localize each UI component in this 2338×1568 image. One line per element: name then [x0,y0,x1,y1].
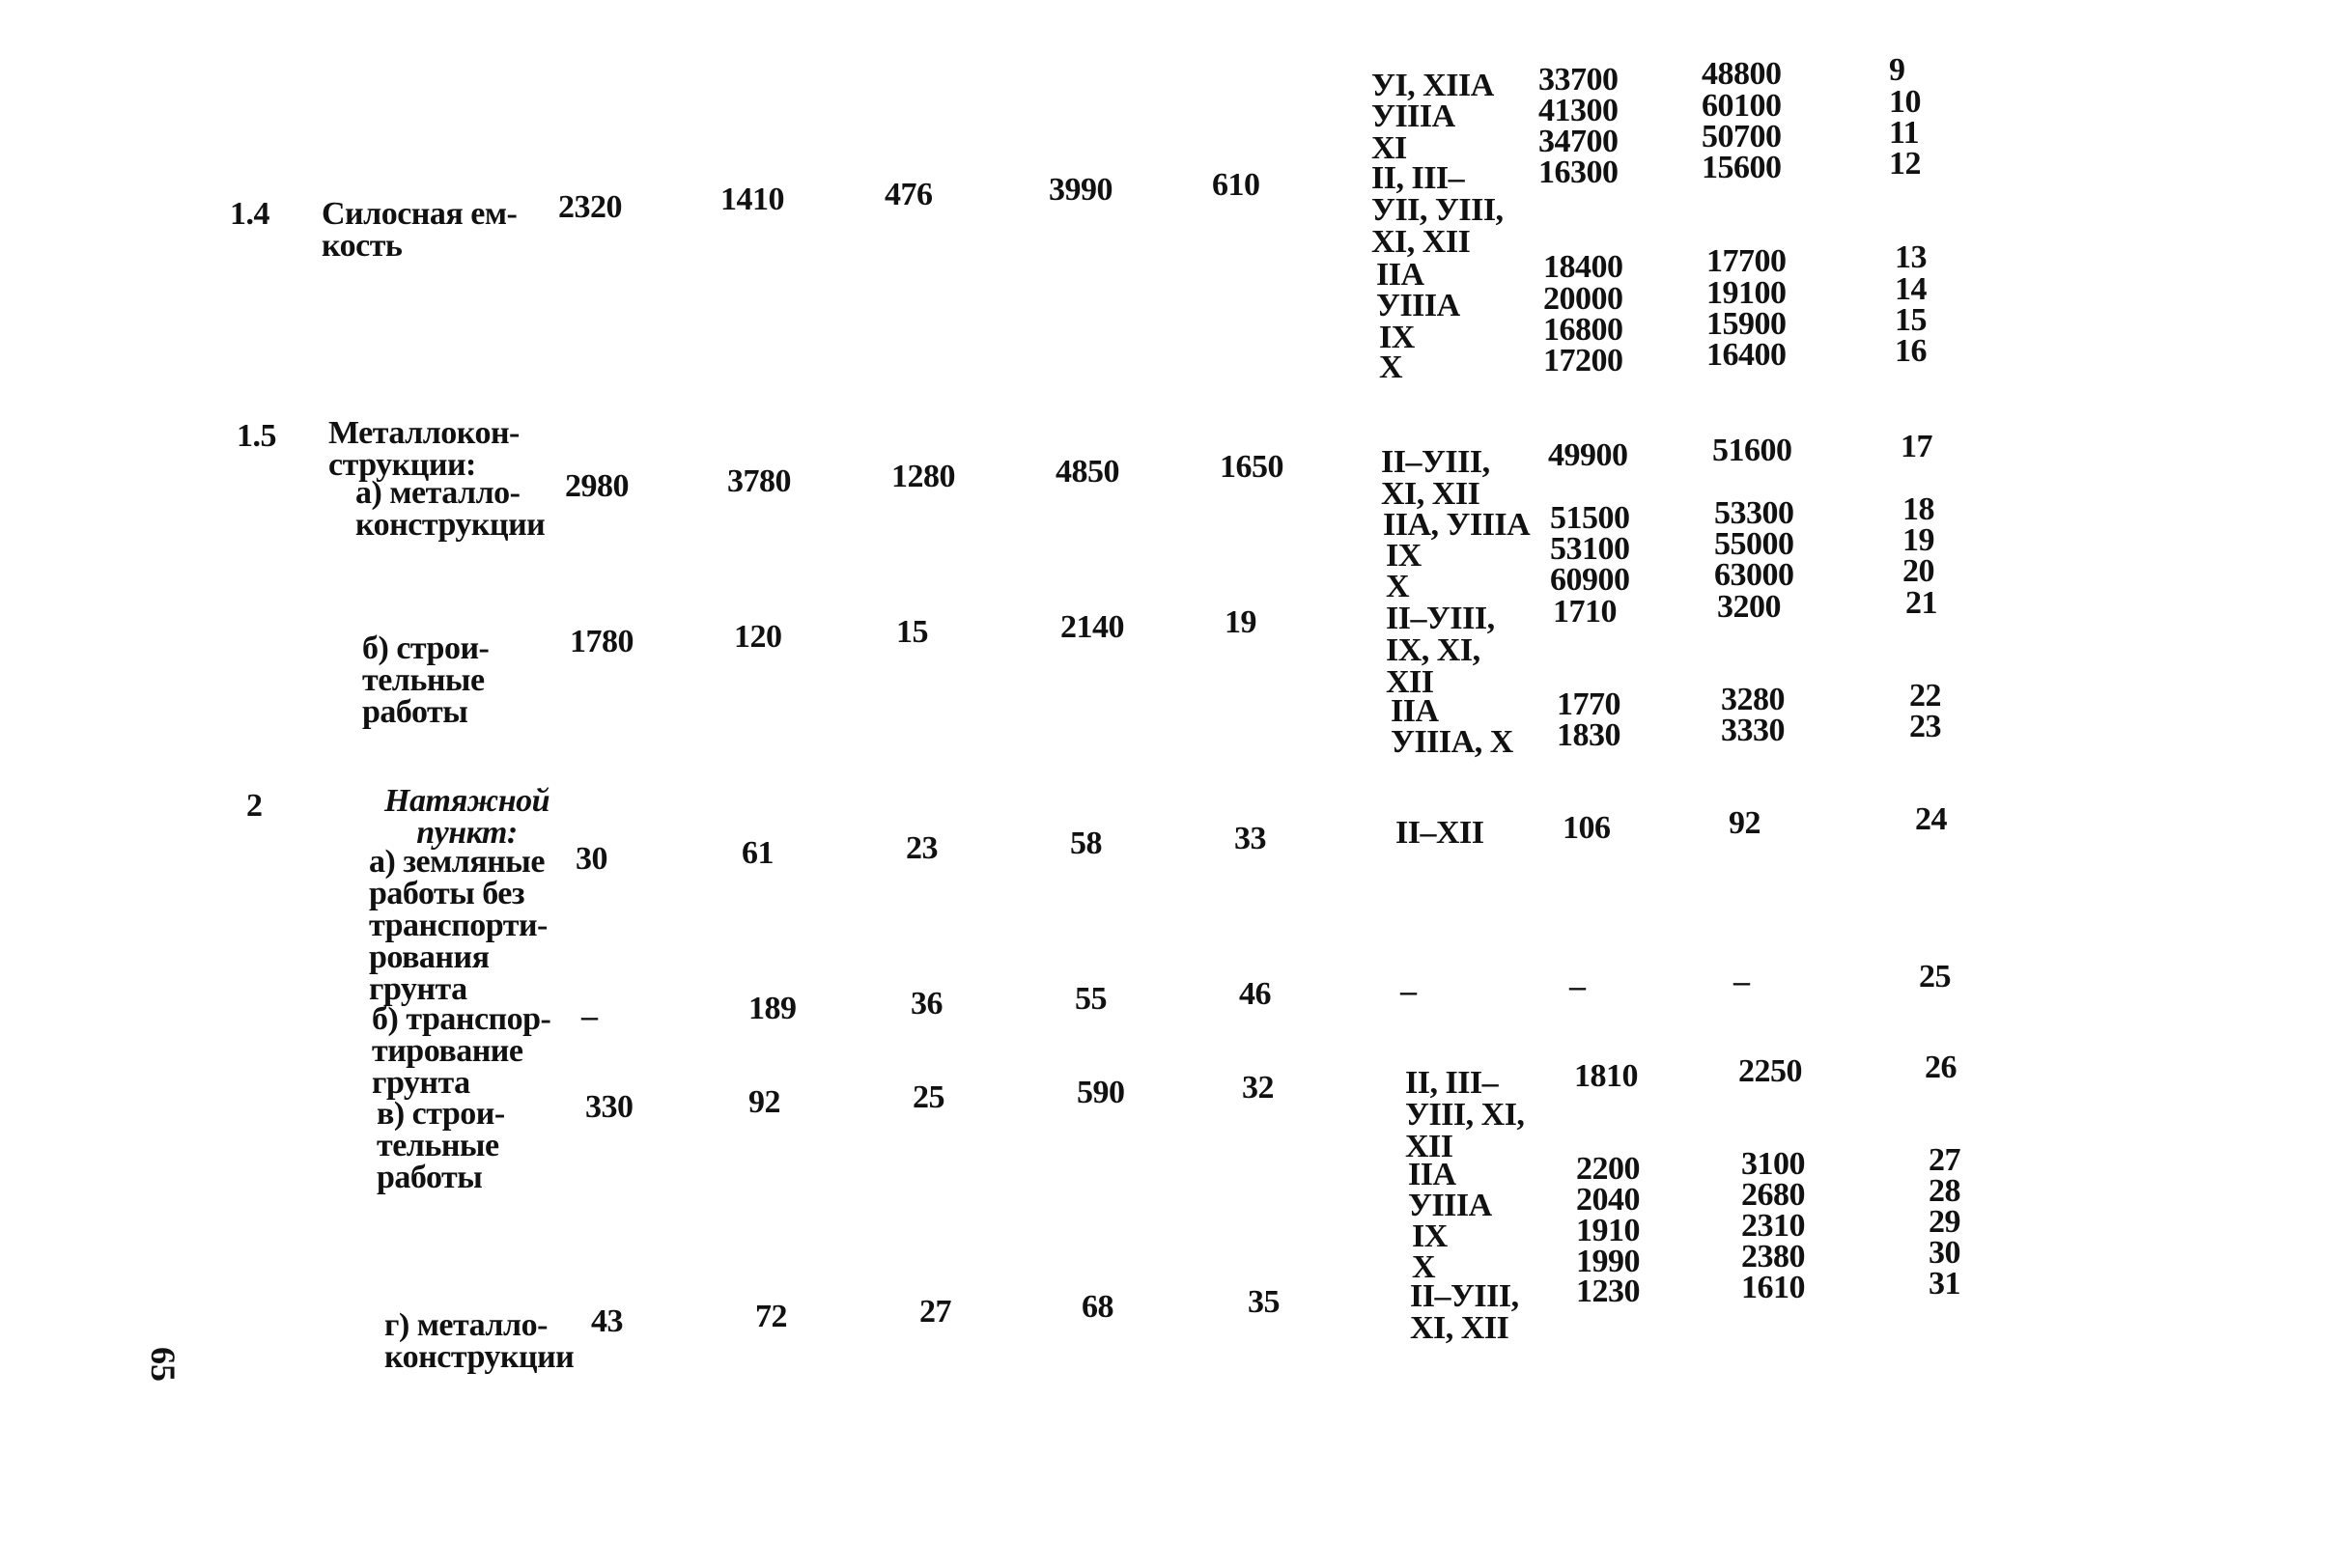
region-cell: УIIIА [1376,288,1460,323]
value-cell: 1770 [1557,686,1620,722]
value-cell: 1780 [570,624,634,659]
row-index: 29 [1929,1204,1960,1240]
item-label: Металлокон- струкции: [328,415,520,483]
value-cell: 61 [742,835,774,871]
value-cell: 30 [576,841,607,877]
value-cell: 2250 [1738,1053,1802,1089]
value-cell: 1650 [1220,449,1283,485]
value-cell: 63000 [1714,557,1794,593]
row-index: 15 [1895,302,1927,338]
value-cell: 55000 [1714,526,1794,562]
row-index: 19 [1902,522,1934,558]
region-cell: IIА [1408,1157,1456,1192]
region-cell: IIА [1391,693,1439,729]
region-cell: II, III– УIII, ХI, ХII [1405,1065,1525,1164]
region-cell: IХ [1412,1218,1448,1254]
value-cell: 19 [1225,604,1256,640]
value-cell: 2310 [1741,1208,1805,1244]
value-cell: 19100 [1706,275,1787,311]
value-cell: 2380 [1741,1239,1805,1274]
value-cell: 15 [896,614,928,650]
value-cell: 55 [1075,981,1107,1017]
value-cell: – [581,998,598,1034]
row-index: 30 [1929,1235,1960,1271]
row-index: 16 [1895,333,1927,369]
value-cell: 34700 [1538,124,1619,159]
region-cell: Х [1386,569,1410,604]
value-cell: – [1733,964,1750,999]
region-cell: – [1400,973,1417,1009]
value-cell: 68 [1082,1289,1113,1325]
row-index: 24 [1915,801,1947,837]
row-index: 17 [1901,429,1932,464]
value-cell: – [1569,968,1586,1004]
row-index: 21 [1905,585,1937,621]
value-cell: 36 [911,986,943,1022]
value-cell: 15600 [1702,150,1782,185]
region-cell: II–УIII, ХI, ХII [1410,1278,1519,1346]
value-cell: 189 [748,991,797,1026]
value-cell: 1810 [1574,1058,1638,1094]
row-index: 14 [1895,271,1927,307]
value-cell: 330 [585,1089,634,1125]
value-cell: 1610 [1741,1270,1805,1305]
value-cell: 3780 [727,463,791,499]
region-cell: II–ХII [1395,815,1484,851]
value-cell: 1990 [1576,1244,1640,1279]
value-cell: 3100 [1741,1146,1805,1182]
subitem-label: б) транспор- тирование грунта [372,1001,551,1101]
value-cell: 3330 [1721,713,1785,748]
value-cell: 16400 [1706,337,1787,373]
value-cell: 48800 [1702,56,1782,92]
region-cell: IХ [1379,320,1415,355]
value-cell: 3990 [1049,172,1113,208]
value-cell: 23 [906,830,938,866]
region-cell: IIА [1376,257,1424,293]
value-cell: 3280 [1721,682,1785,717]
value-cell: 92 [748,1084,780,1120]
value-cell: 60900 [1550,562,1630,598]
region-cell: II–УIII, IХ, ХI, ХII [1386,601,1495,700]
region-cell: УIIIА [1371,98,1455,134]
subitem-label: б) строи- тельные работы [362,630,490,730]
page-number: 65 [144,1347,183,1382]
row-index: 28 [1929,1173,1960,1209]
value-cell: 41300 [1538,93,1619,128]
row-index: 13 [1895,239,1927,275]
subitem-label: а) земляные работы без транспорти- рования грунта [369,844,548,1007]
value-cell: 610 [1212,167,1260,203]
row-index: 10 [1889,84,1921,120]
row-index: 25 [1919,959,1951,994]
value-cell: 46 [1239,976,1271,1012]
value-cell: 1830 [1557,717,1620,753]
subitem-label: а) металло- конструкции [355,475,546,543]
region-cell: УI, ХIIА [1371,68,1494,103]
value-cell: 4850 [1056,454,1119,490]
row-index: 31 [1929,1266,1960,1302]
value-cell: 58 [1070,826,1102,861]
value-cell: 51500 [1550,500,1630,536]
row-index: 27 [1929,1142,1960,1178]
value-cell: 1710 [1553,594,1617,630]
region-cell: II–УIII, ХI, ХII [1381,444,1490,512]
value-cell: 15900 [1706,306,1787,342]
value-cell: 3200 [1717,589,1781,625]
row-index: 26 [1925,1050,1957,1085]
row-number: 2 [246,788,263,824]
value-cell: 17700 [1706,243,1787,279]
item-label: Силосная ем- кость [322,196,518,264]
region-cell: IХ [1386,538,1422,574]
value-cell: 32 [1242,1070,1274,1106]
value-cell: 27 [919,1294,951,1330]
value-cell: 2320 [558,189,622,225]
row-index: 18 [1902,491,1934,527]
region-cell: Х [1379,350,1403,385]
row-index: 9 [1889,52,1905,88]
value-cell: 18400 [1543,249,1623,285]
value-cell: 2040 [1576,1182,1640,1218]
value-cell: 72 [755,1299,787,1334]
value-cell: 16800 [1543,312,1623,348]
value-cell: 2680 [1741,1177,1805,1213]
value-cell: 49900 [1548,437,1628,473]
value-cell: 33700 [1538,62,1619,98]
value-cell: 2200 [1576,1151,1640,1187]
value-cell: 60100 [1702,88,1782,124]
section-title: Натяжной пункт: [384,783,549,851]
value-cell: 476 [885,177,933,212]
row-number: 1.5 [237,418,276,454]
row-index: 23 [1909,709,1941,744]
value-cell: 120 [734,619,782,655]
value-cell: 16300 [1538,154,1619,190]
value-cell: 35 [1248,1284,1280,1320]
value-cell: 92 [1729,805,1761,841]
value-cell: 106 [1563,810,1611,846]
value-cell: 25 [913,1079,944,1115]
value-cell: 51600 [1712,433,1792,468]
row-index: 11 [1889,115,1920,151]
value-cell: 17200 [1543,343,1623,378]
value-cell: 20000 [1543,281,1623,317]
region-cell: УIIIА, Х [1391,724,1513,760]
value-cell: 1280 [891,459,955,494]
value-cell: 2980 [565,468,629,504]
value-cell: 1410 [720,182,784,217]
value-cell: 1230 [1576,1274,1640,1309]
value-cell: 50700 [1702,119,1782,154]
region-cell: Х [1412,1249,1436,1285]
value-cell: 33 [1234,821,1266,856]
row-index: 22 [1909,678,1941,714]
row-index: 12 [1889,146,1921,182]
region-cell: ХI [1371,130,1407,166]
region-cell: II, III– УII, УIII, ХI, ХII [1371,160,1504,260]
value-cell: 43 [591,1303,623,1339]
value-cell: 1910 [1576,1213,1640,1248]
region-cell: УIIIА [1408,1188,1492,1223]
row-index: 20 [1902,553,1934,589]
value-cell: 590 [1077,1075,1125,1110]
value-cell: 53300 [1714,495,1794,531]
value-cell: 2140 [1060,609,1124,645]
region-cell: IIА, УIIIА [1383,507,1531,543]
subitem-label: в) строи- тельные работы [377,1096,505,1195]
row-number: 1.4 [230,196,269,232]
subitem-label: г) металло- конструкции [384,1307,575,1375]
value-cell: 53100 [1550,531,1630,567]
